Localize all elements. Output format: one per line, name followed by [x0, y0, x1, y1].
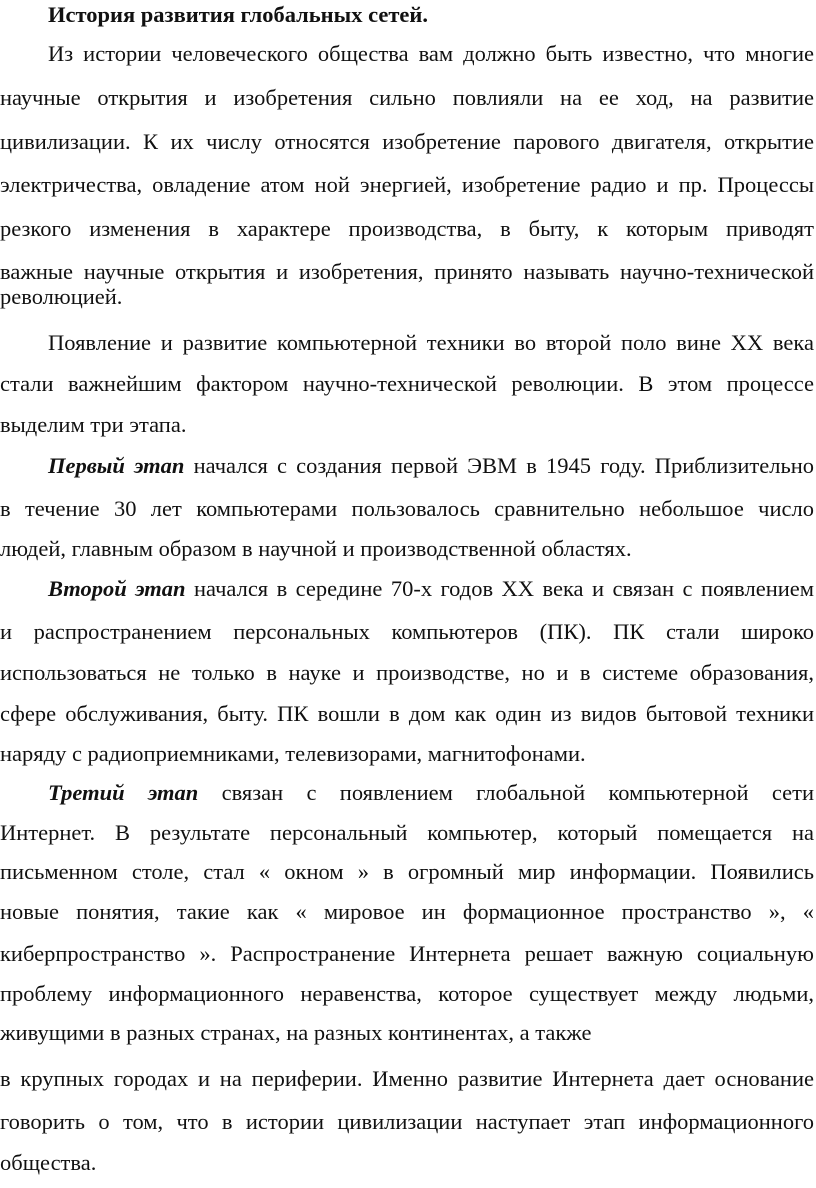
stage-heading: Второй этап	[48, 576, 186, 601]
paragraph-line: новые понятия, такие как « мировое ин формационное пространство », «	[0, 899, 814, 924]
paragraph-line: важные научные открытия и изобретения, принято называть научно-технической	[0, 259, 814, 284]
stage-heading: Первый этап	[48, 453, 185, 478]
paragraph-line: и распространением персональных компьютеров (ПК). ПК стали широко	[0, 619, 814, 644]
paragraph-line: Появление и развитие компьютерной техники во второй поло вине XX века	[48, 330, 814, 355]
paragraph-line: говорить о том, что в истории цивилизации наступает этап информационного	[0, 1109, 814, 1134]
paragraph-line: стали важнейшим фактором научно-технической революции. В этом процессе	[0, 371, 814, 396]
paragraph-line: людей, главным образом в научной и производственной областях.	[0, 536, 632, 561]
document-title: История развития глобальных сетей.	[48, 2, 428, 27]
paragraph-text: связан с появлением глобальной компьютерной сети	[198, 780, 814, 805]
paragraph-line: выделим три этапа.	[0, 412, 187, 437]
paragraph-line: электричества, овладение атом ной энергией, изобретение радио и пр. Процессы	[0, 172, 814, 197]
paragraph-line	[0, 574, 814, 604]
paragraph-line: живущими в разных странах, на разных континентах, а также	[0, 1020, 592, 1045]
paragraph-line: общества.	[0, 1150, 97, 1175]
paragraph-line: в течение 30 лет компьютерами пользовалось сравнительно небольшое число	[0, 496, 814, 521]
paragraph-line: письменном столе, стал « окном » в огромный мир информации. Появились	[0, 859, 814, 884]
paragraph-line: в крупных городах и на периферии. Именно развитие Интернета дает основание	[0, 1066, 814, 1091]
paragraph-text: начался с создания первой ЭВМ в 1945 году. Приблизительно	[184, 453, 814, 478]
paragraph-line	[0, 451, 814, 481]
paragraph-line: использоваться не только в науке и производстве, но и в системе образования,	[0, 660, 814, 685]
paragraph-line: резкого изменения в характере производства, в быту, к которым приводят	[0, 216, 814, 241]
paragraph-line: революцией.	[0, 284, 123, 309]
paragraph-line: проблему информационного неравенства, которое существует между людьми,	[0, 981, 814, 1006]
paragraph-line: сфере обслуживания, быту. ПК вошли в дом как один из видов бытовой техники	[0, 701, 814, 726]
paragraph-line: научные открытия и изобретения сильно повлияли на ее ход, на развитие	[0, 85, 814, 110]
paragraph-line: Интернет. В результате персональный компьютер, который помещается на	[0, 820, 814, 845]
paragraph-line	[0, 778, 814, 808]
paragraph-line: наряду с радиоприемниками, телевизорами, магнитофонами.	[0, 741, 586, 766]
stage-heading: Третий этап	[48, 780, 199, 805]
paragraph-text: начался в середине 70-х годов XX века и связан с появлением	[185, 576, 815, 601]
paragraph-line: киберпространство ». Распространение Интернета решает важную социальную	[0, 941, 814, 966]
paragraph-line: Из истории человеческого общества вам должно быть известно, что многие	[48, 41, 814, 66]
paragraph-line: цивилизации. К их числу относятся изобретение парового двигателя, открытие	[0, 129, 814, 154]
